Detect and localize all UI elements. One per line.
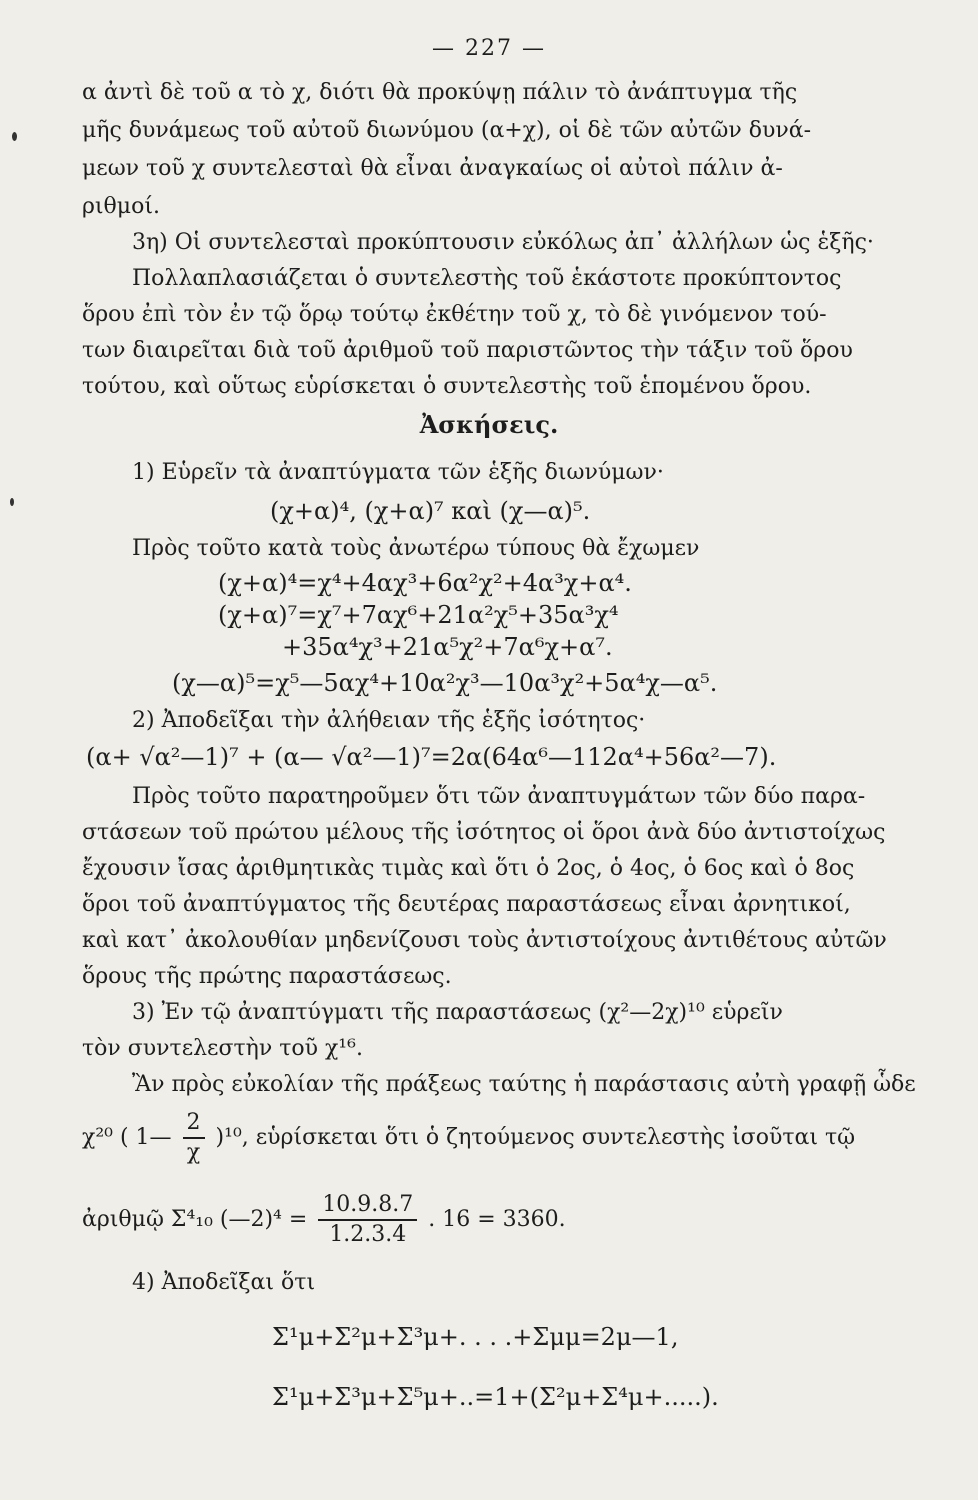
formula-line: Σ¹μ+Σ²μ+Σ³μ+. . . .+Σμμ=2μ—1,: [272, 1323, 679, 1351]
text-line: 3) Ἐν τῷ ἀναπτύγματι τῆς παραστάσεως (χ²—2χ)¹⁰ εὑρεῖν: [132, 1000, 783, 1025]
formula-line: +35α⁴χ³+21α⁵χ²+7α⁶χ+α⁷.: [282, 633, 613, 661]
calc-suffix: . 16 = 3360.: [428, 1207, 566, 1232]
text-line: τὸν συντελεστὴν τοῦ χ¹⁶.: [82, 1036, 363, 1061]
text-line: Πρὸς τοῦτο κατὰ τοὺς ἀνωτέρω τύπους θὰ ἔχωμεν: [132, 536, 700, 561]
paper-speck: [10, 498, 14, 506]
text-line: μῆς δυνάμεως τοῦ αὐτοῦ διωνύμου (α+χ), οἱ δὲ τῶν αὐτῶν δυνά-: [82, 118, 812, 143]
formula-line: (α+ √α²—1)⁷ + (α— √α²—1)⁷=2α(64α⁶—112α⁴+56α²—7).: [86, 743, 777, 771]
calc-prefix: ἀριθμῷ Σ⁴₁₀ (—2)⁴ =: [82, 1207, 308, 1232]
calc-denominator: 1.2.3.4: [329, 1222, 407, 1247]
text-line: 1) Εὑρεῖν τὰ ἀναπτύγματα τῶν ἑξῆς διωνύμων·: [132, 460, 664, 485]
text-line: 2) Ἀποδεῖξαι τὴν ἀλήθειαν τῆς ἑξῆς ἰσότητος·: [132, 708, 646, 733]
expr-prefix: χ²⁰ ( 1—: [82, 1125, 172, 1150]
text-line: Πολλαπλασιάζεται ὁ συντελεστὴς τοῦ ἑκάστοτε προκύπτοντος: [132, 266, 842, 291]
formula-line: Σ¹μ+Σ³μ+Σ⁵μ+..=1+(Σ²μ+Σ⁴μ+.....).: [272, 1383, 719, 1411]
text-line: ὅροι τοῦ ἀναπτύγματος τῆς δευτέρας παραστάσεως εἶναι ἀρνητικοί,: [82, 892, 851, 917]
text-line: μεων τοῦ χ συντελεσταὶ θὰ εἶναι ἀναγκαίως οἱ αὐτοὶ πάλιν ἀ-: [82, 156, 783, 181]
section-heading: Ἀσκήσεις.: [419, 410, 559, 439]
text-line: στάσεων τοῦ πρώτου μέλους τῆς ἰσότητος οἱ ὅροι ἀνὰ δύο ἀντιστοίχως: [82, 820, 886, 845]
text-line: Ἂν πρὸς εὐκολίαν τῆς πράξεως ταύτης ἡ παράστασις αὐτὴ γραφῇ ὧδε: [132, 1072, 916, 1097]
text-line: 3η) Οἱ συντελεσταὶ προκύπτουσιν εὐκόλως ἀπ᾽ ἀλλήλων ὡς ἑξῆς·: [132, 230, 874, 255]
text-line: ἔχουσιν ἴσας ἀριθμητικὰς τιμὰς καὶ ὅτι ὁ 2ος, ὁ 4ος, ὁ 6ος καὶ ὁ 8ος: [82, 856, 855, 881]
text-line: ριθμοί.: [82, 194, 160, 219]
calculation-expression: [82, 1190, 566, 1250]
text-line: Πρὸς τοῦτο παρατηροῦμεν ὅτι τῶν ἀναπτυγμάτων τῶν δύο παρα-: [132, 784, 866, 809]
formula-line: (χ+α)⁴, (χ+α)⁷ καὶ (χ—α)⁵.: [270, 497, 591, 525]
calc-numerator: 10.9.8.7: [318, 1191, 417, 1221]
calc-fraction: [318, 1191, 417, 1249]
fraction-denominator: χ: [186, 1140, 201, 1165]
text-line: καὶ κατ᾽ ἀκολουθίαν μηδενίζουσι τοὺς ἀντιστοίχους ἀντιθέτους αὐτῶν: [82, 928, 887, 953]
text-line: 4) Ἀποδεῖξαι ὅτι: [132, 1270, 316, 1295]
formula-line: (χ+α)⁷=χ⁷+7αχ⁶+21α²χ⁵+35α³χ⁴: [218, 601, 619, 629]
fraction: [183, 1109, 205, 1167]
fraction-expression: [82, 1108, 855, 1168]
text-line: ὅρους τῆς πρώτης παραστάσεως.: [82, 964, 452, 989]
page-number: — 227 —: [432, 36, 546, 61]
text-line: ὅρου ἐπὶ τὸν ἐν τῷ ὅρῳ τούτῳ ἐκθέτην τοῦ χ, τὸ δὲ γινόμενον τού-: [82, 302, 827, 327]
formula-line: (χ—α)⁵=χ⁵—5αχ⁴+10α²χ³—10α³χ²+5α⁴χ—α⁵.: [172, 669, 718, 697]
text-line: των διαιρεῖται διὰ τοῦ ἀριθμοῦ τοῦ παριστῶντος τὴν τάξιν τοῦ ὅρου: [82, 338, 853, 363]
fraction-numerator: 2: [183, 1109, 205, 1139]
expr-suffix: )¹⁰, εὑρίσκεται ὅτι ὁ ζητούμενος συντελεστὴς ἰσοῦται τῷ: [215, 1125, 856, 1150]
formula-line: (χ+α)⁴=χ⁴+4αχ³+6α²χ²+4α³χ+α⁴.: [218, 569, 632, 597]
text-line: α ἀντὶ δὲ τοῦ α τὸ χ, διότι θὰ προκύψῃ πάλιν τὸ ἀνάπτυγμα τῆς: [82, 80, 798, 105]
text-line: τούτου, καὶ οὕτως εὑρίσκεται ὁ συντελεστὴς τοῦ ἑπομένου ὅρου.: [82, 374, 812, 399]
paper-speck: [12, 132, 17, 141]
